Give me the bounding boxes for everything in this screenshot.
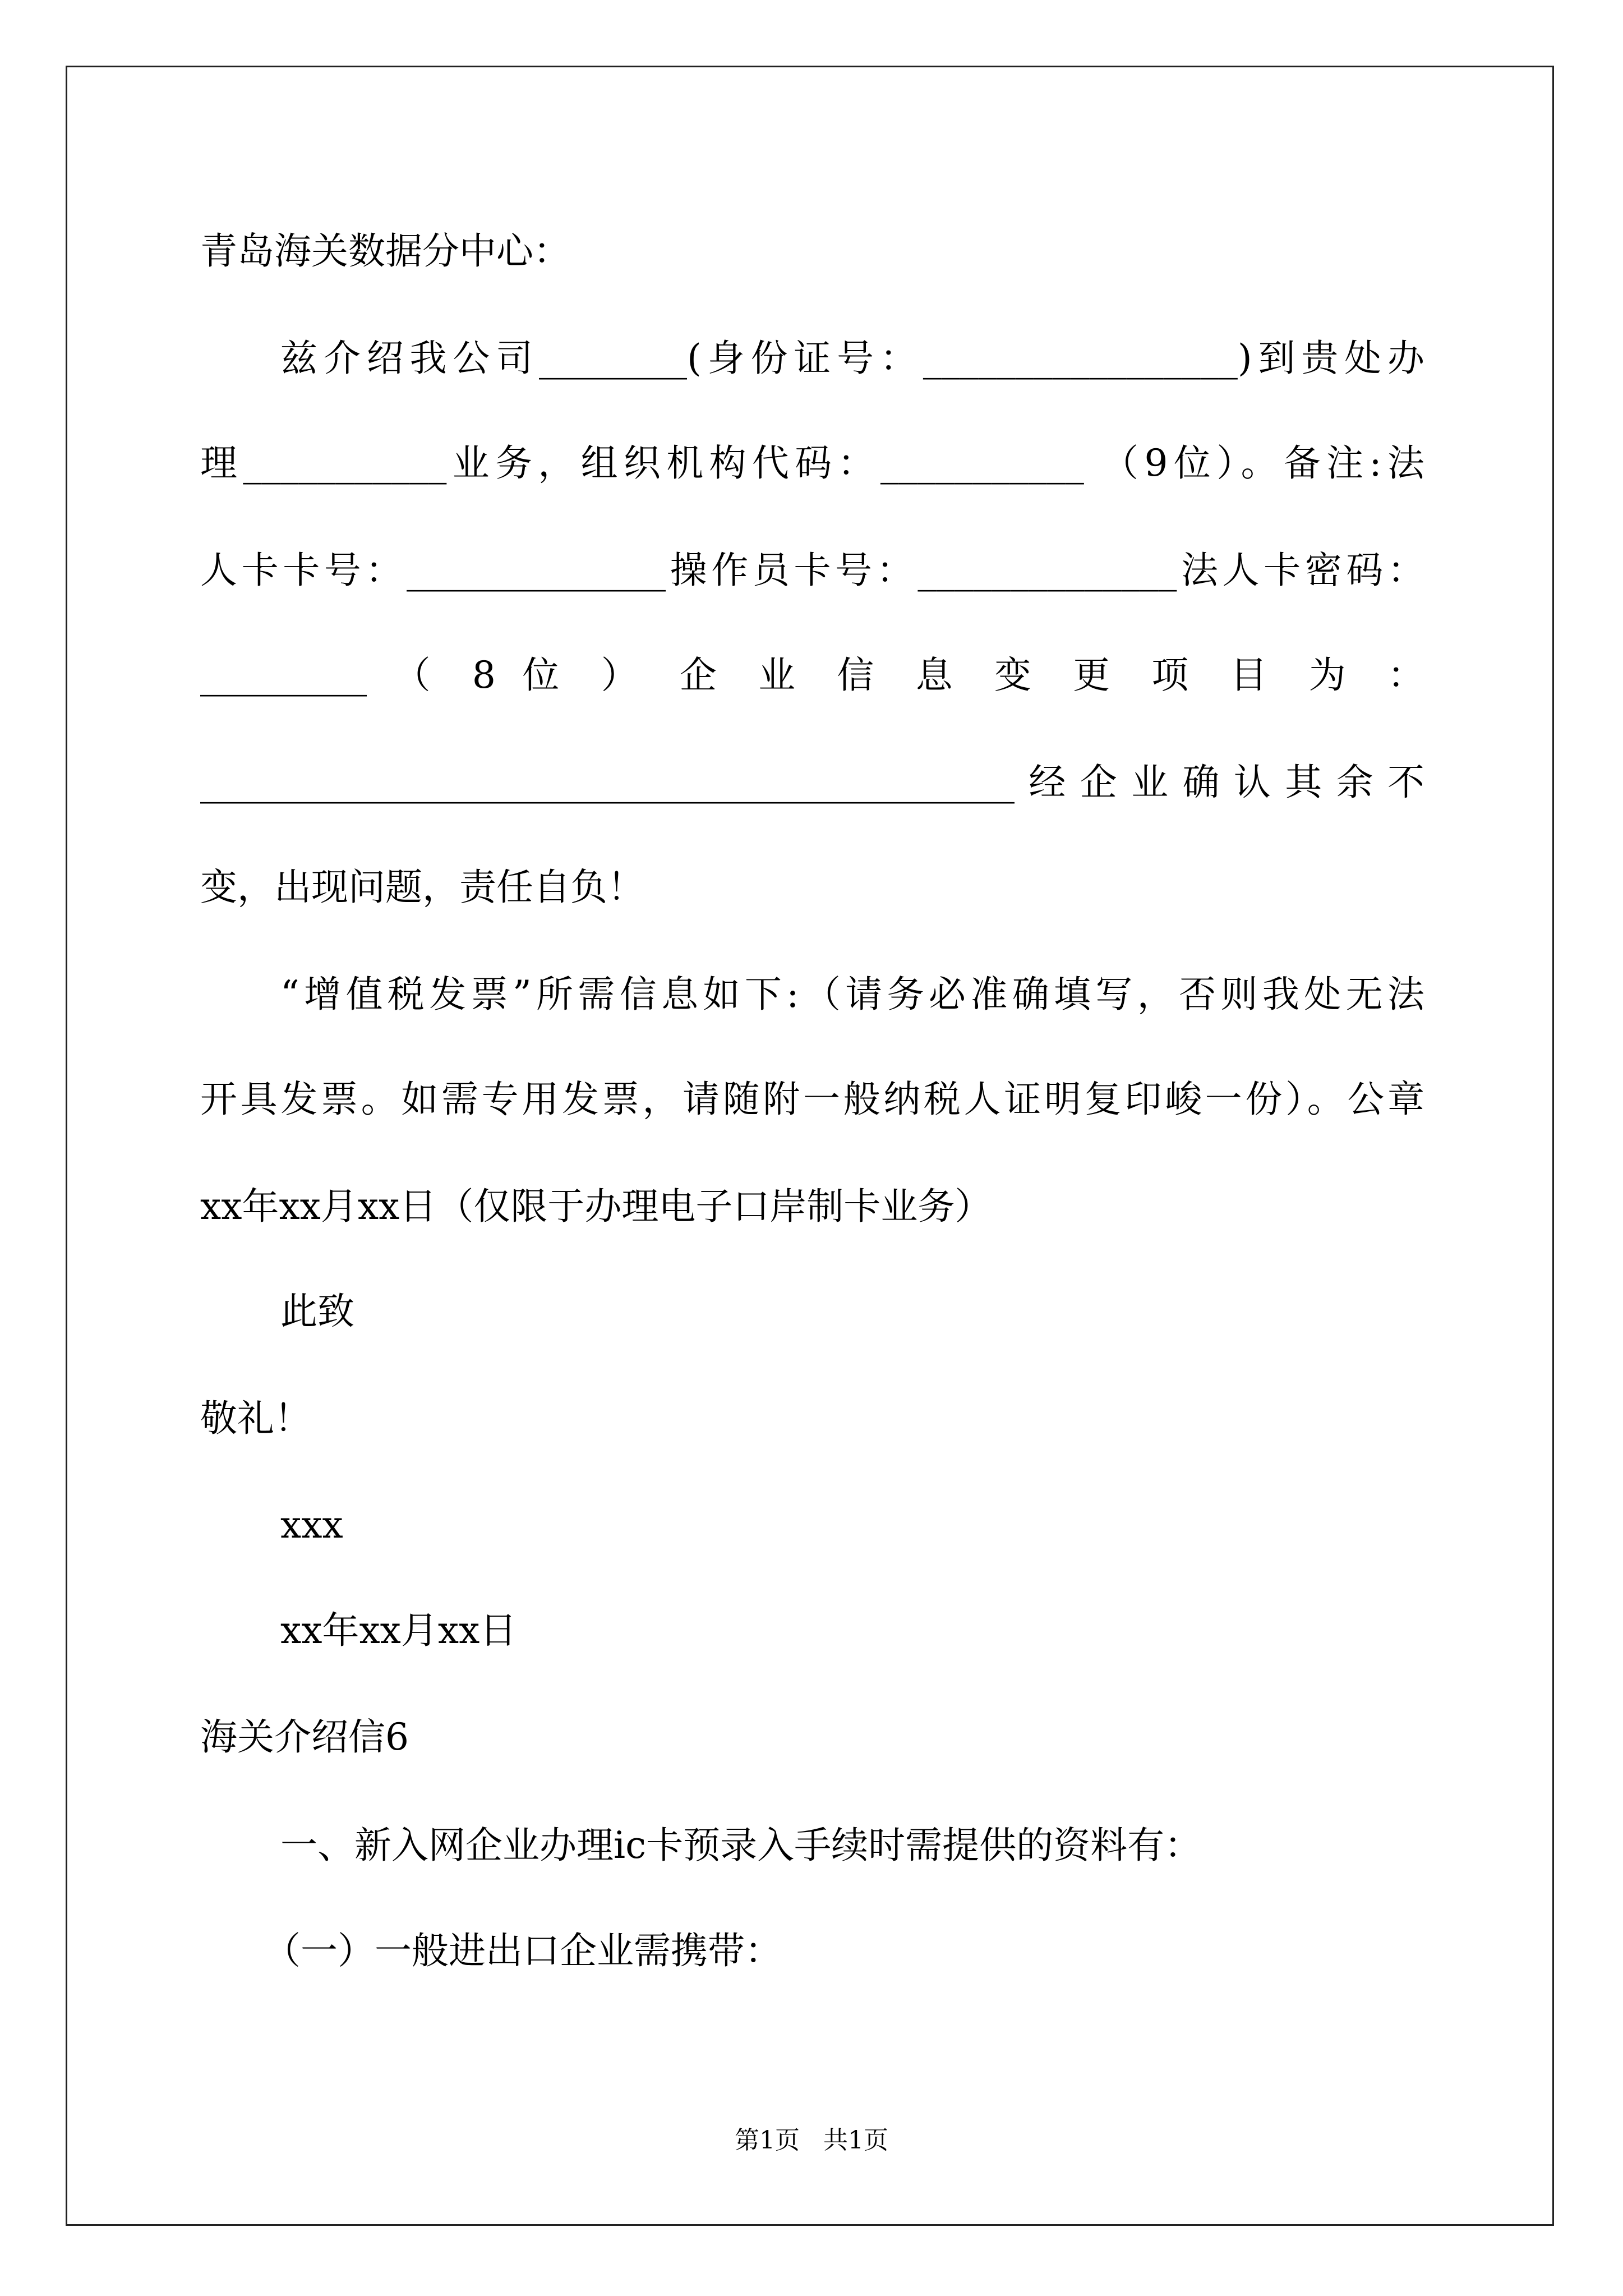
closing-greeting: 敬礼！ xyxy=(200,1397,311,1440)
paragraph-line: 理___________业务，组织机构代码：___________ （9位）。备注:法 xyxy=(200,441,1424,485)
closing-line: 此致 xyxy=(280,1290,354,1333)
paragraph-line: 变，出现问题，责任自负！ xyxy=(200,866,644,909)
paragraph-line: ____________________________________________经企业确认其余不 xyxy=(200,761,1424,804)
paragraph-line: 开具发票。如需专用发票，请随附一般纳税人证明复印峻一份）。公章 xyxy=(200,1078,1424,1121)
paragraph-line: （一）一般进出口企业需携带： xyxy=(264,1929,782,1972)
page-border xyxy=(66,66,1554,2226)
paragraph-line: 兹介绍我公司________(身份证号：_________________)到贵处办 xyxy=(280,337,1424,380)
paragraph-line: “增值税发票”所需信息如下:（请务必准确填写，否则我处无法 xyxy=(280,973,1424,1016)
page-number: 第1页 共1页 xyxy=(735,2126,888,2155)
paragraph-line: 一、新入网企业办理ic卡预录入手续时需提供的资料有： xyxy=(280,1824,1202,1867)
paragraph-line: xx年xx月xx日（仅限于办理电子口岸制卡业务） xyxy=(200,1185,992,1228)
date-line: xx年xx月xx日 xyxy=(280,1609,517,1652)
paragraph-line: _________ （ 8 位 ） 企 业 信 息 变 更 项 目 为 ： xyxy=(200,654,1424,697)
section-heading: 海关介绍信6 xyxy=(200,1715,409,1759)
signature: xxx xyxy=(280,1503,343,1547)
salutation: 青岛海关数据分中心： xyxy=(200,229,570,273)
paragraph-line: 人卡卡号：______________操作员卡号：______________法人卡密码： xyxy=(200,549,1424,592)
